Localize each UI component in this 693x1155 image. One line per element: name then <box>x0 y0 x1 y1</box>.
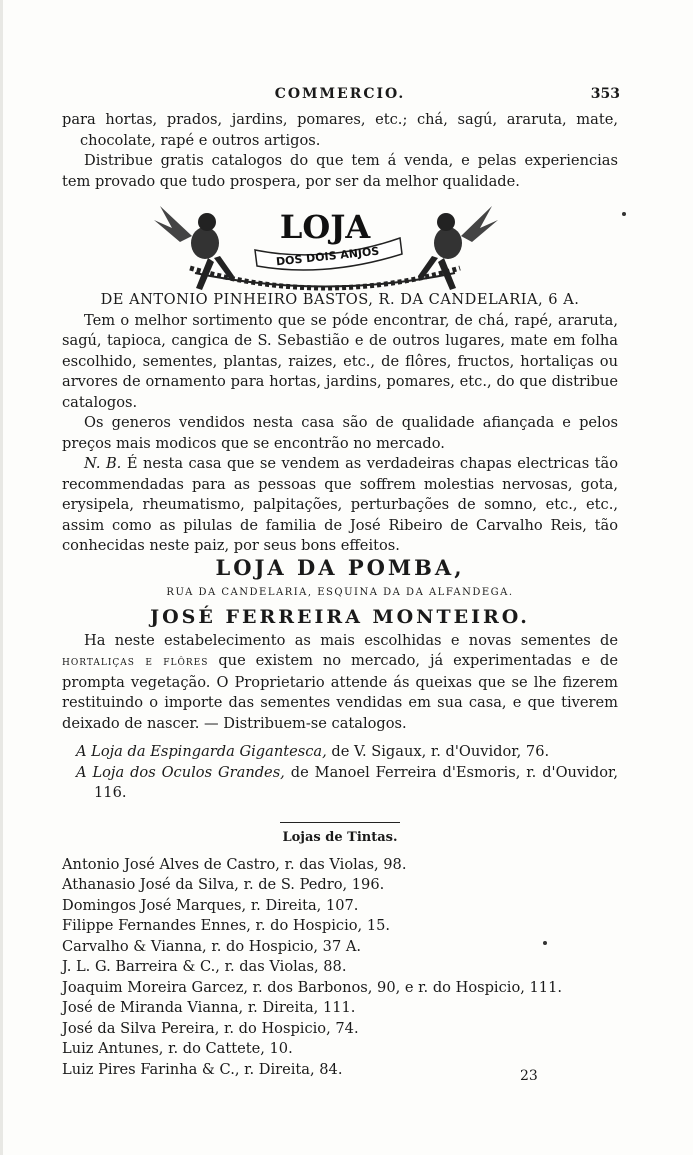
logo-subtitle: DOS DOIS ANJOS <box>275 244 380 269</box>
pomba-text <box>62 631 618 735</box>
page-edge <box>0 0 3 1155</box>
tintas-section <box>62 828 618 1080</box>
ink-dot <box>622 212 626 216</box>
pomba-text-b: que existem no mercado, já experimentadas e de prompta vegetação. O Proprietario attende ás queixas que se lhe fizerem restituindo o importe das sementes vendidas em sua casa, e que tiverem deixado de nascer. — Distribuem-se catalogos. <box>62 652 618 732</box>
list-item: Carvalho & Vianna, r. do Hospicio, 37 A. <box>62 937 362 955</box>
shop-detail: de Manoel Ferreira d'Esmoris, r. d'Ouvidor, 116. <box>94 763 618 801</box>
owner-line: DE ANTONIO PINHEIRO BASTOS, R. DA CANDELARIA, 6 A. <box>100 291 580 308</box>
shop-name: A Loja da Espingarda Gigantesca, <box>76 743 327 760</box>
pomba-owner: JOSÉ FERREIRA MONTEIRO. <box>150 606 530 628</box>
signature-mark: 23 <box>520 1068 538 1084</box>
intro-block <box>62 110 618 192</box>
shop-detail: de V. Sigaux, r. d'Ouvidor, 76. <box>331 743 550 760</box>
running-header <box>60 86 620 110</box>
page-number: 353 <box>590 86 620 102</box>
list-item: Filippe Fernandes Ennes, r. do Hospicio, 15. <box>62 917 391 934</box>
pomba-title: LOJA DA POMBA, <box>215 555 465 580</box>
logo-title: LOJA <box>279 208 371 246</box>
list-item: José da Silva Pereira, r. do Hospicio, 74. <box>62 1019 359 1037</box>
list-item: Domingos José Marques, r. Direita, 107. <box>62 896 359 914</box>
section-divider <box>280 822 400 823</box>
list-item: Antonio José Alves de Castro, r. das Violas, 98. <box>62 855 407 873</box>
list-item: Luiz Pires Farinha & C., r. Direita, 84. <box>62 1060 343 1078</box>
list-item: J. L. G. Barreira & C., r. das Violas, 88. <box>62 958 347 975</box>
nb-text: É nesta casa que se vendem as verdadeiras chapas electricas tão recommendadas para as pessoas que soffrem molestias nervosas, gota, erysipela, rheumatismo, palpitações, perturbações de somno, etc., etc., assim como as pilulas de familia de José Ribeiro de Carvalho Reis, tão conhecidas neste paiz, por seus bons effeitos. <box>62 455 619 554</box>
dois-anjos-section <box>62 290 618 557</box>
list-item: Joaquim Moreira Garcez, r. dos Barbonos, 90, e r. do Hospicio, 111. <box>62 978 562 996</box>
list-item: Athanasio José da Silva, r. de S. Pedro, 196. <box>62 876 385 893</box>
pomba-street: RUA DA CANDELARIA, ESQUINA DA DA ALFANDEGA. <box>166 586 514 598</box>
angels-ribbon-illustration <box>150 198 500 294</box>
paragraph: Tem o melhor sortimento que se póde encontrar, de chá, rapé, araruta, sagú, tapioca, cangica de S. Sebastião e de outros lugares, mate em folha escolhido, sementes, plantas, raizes, etc., de flôres, fructos, hortaliças ou arvores de ornamento para hortas, jardins, pomares, etc., do que distribue catalogos. <box>62 311 618 411</box>
ink-dot <box>543 941 547 945</box>
list-item: José de Miranda Vianna, r. Direita, 111. <box>62 999 356 1016</box>
tintas-heading: Lojas de Tintas. <box>282 830 398 845</box>
intro-line: para hortas, prados, jardins, pomares, etc.; chá, sagú, araruta, mate, chocolate, rapé e outros artigos. <box>62 111 618 149</box>
list-item: Luiz Antunes, r. do Cattete, 10. <box>62 1040 293 1057</box>
dois-anjos-logo <box>150 198 500 294</box>
shop-name: A Loja dos Oculos Grandes, <box>76 763 285 781</box>
paragraph: Os generos vendidos nesta casa são de qualidade afiançada e pelos preços mais modicos que se encontrão no mercado. <box>62 414 618 452</box>
pomba-text-a: Ha neste estabelecimento as mais escolhidas e novas sementes de <box>84 631 618 649</box>
pomba-text-smallcaps: hortaliças e flôres <box>62 654 209 669</box>
shop-entry <box>62 763 618 804</box>
pomba-section <box>62 555 618 734</box>
tintas-list <box>62 855 618 1081</box>
other-shops <box>62 742 618 804</box>
intro-line: Distribue gratis catalogos do que tem á venda, e pelas experiencias tem provado que tudo prospera, por ser da melhor qualidade. <box>62 152 618 190</box>
header-title: COMMERCIO. <box>274 86 406 102</box>
shop-entry <box>62 742 618 763</box>
nb-paragraph <box>62 454 618 557</box>
nb-label: N. B. <box>84 455 122 472</box>
